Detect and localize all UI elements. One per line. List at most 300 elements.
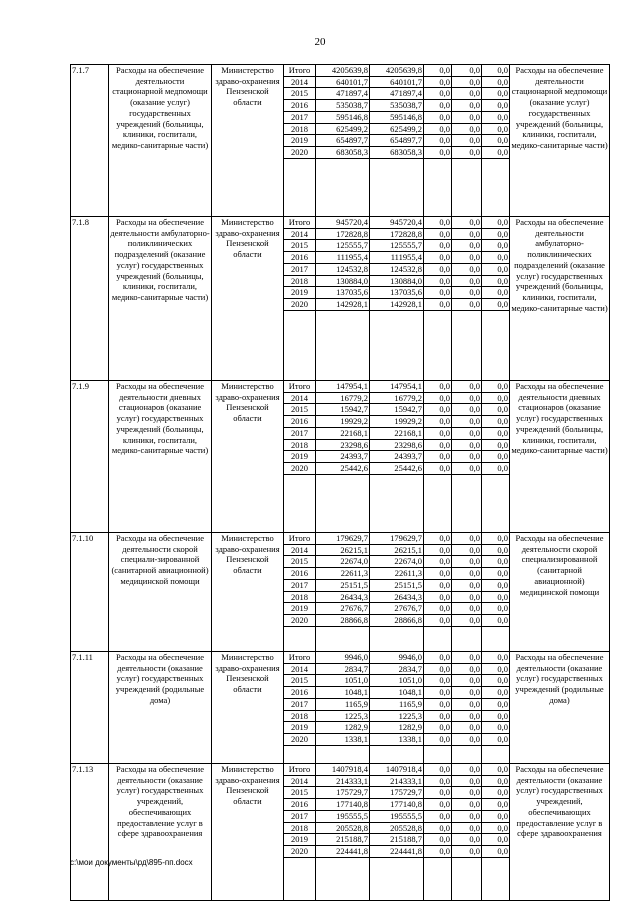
local-cell: 0,0 (452, 556, 482, 568)
row-executor: Министерство здраво-охранения Пензенской области (212, 764, 284, 901)
total-cell: 125555,7 (316, 240, 370, 252)
total-cell: 25151,5 (316, 579, 370, 591)
regional-cell: 130884,0 (370, 275, 424, 287)
other-cell: 0,0 (482, 451, 510, 463)
regional-cell: 22674,0 (370, 556, 424, 568)
year-cell: 2014 (284, 775, 316, 787)
other-cell: 0,0 (482, 287, 510, 299)
local-cell: 0,0 (452, 240, 482, 252)
regional-cell: 172828,8 (370, 228, 424, 240)
local-cell: 0,0 (452, 462, 482, 474)
total-cell: 137035,6 (316, 287, 370, 299)
year-cell: 2016 (284, 416, 316, 428)
other-cell: 0,0 (482, 834, 510, 846)
total-cell: 23298,6 (316, 439, 370, 451)
other-cell: 0,0 (482, 392, 510, 404)
local-cell: 0,0 (452, 263, 482, 275)
federal-cell: 0,0 (424, 65, 452, 77)
regional-cell: 224441,8 (370, 846, 424, 858)
regional-cell: 137035,6 (370, 287, 424, 299)
other-cell: 0,0 (482, 544, 510, 556)
other-cell: 0,0 (482, 810, 510, 822)
local-cell: 0,0 (452, 416, 482, 428)
row-executor: Министерство здраво-охранения Пензенской области (212, 65, 284, 217)
local-cell: 0,0 (452, 603, 482, 615)
total-cell: 111955,4 (316, 252, 370, 264)
regional-cell: 25151,5 (370, 579, 424, 591)
year-cell: 2018 (284, 123, 316, 135)
regional-cell: 22168,1 (370, 427, 424, 439)
total-cell: 26434,3 (316, 591, 370, 603)
row-executor: Министерство здраво-охранения Пензенской области (212, 533, 284, 652)
year-cell: 2017 (284, 698, 316, 710)
year-cell: 2014 (284, 392, 316, 404)
year-cell: 2020 (284, 462, 316, 474)
federal-cell: 0,0 (424, 710, 452, 722)
federal-cell: 0,0 (424, 834, 452, 846)
local-cell: 0,0 (452, 533, 482, 545)
other-cell: 0,0 (482, 722, 510, 734)
row-note: Расходы на обеспечение деятельности дневных стационаров (оказание услуг) государственных учреждений (больницы, клиники, госпитали, медико-санитарные части) (510, 381, 610, 533)
local-cell: 0,0 (452, 764, 482, 776)
federal-cell: 0,0 (424, 217, 452, 229)
regional-cell: 111955,4 (370, 252, 424, 264)
local-cell: 0,0 (452, 698, 482, 710)
federal-cell: 0,0 (424, 698, 452, 710)
regional-cell: 640101,7 (370, 76, 424, 88)
federal-cell: 0,0 (424, 439, 452, 451)
other-cell: 0,0 (482, 556, 510, 568)
other-cell: 0,0 (482, 76, 510, 88)
other-cell: 0,0 (482, 298, 510, 310)
regional-cell: 535038,7 (370, 100, 424, 112)
regional-cell: 1407918,4 (370, 764, 424, 776)
local-cell: 0,0 (452, 298, 482, 310)
total-cell: 595146,8 (316, 111, 370, 123)
local-cell: 0,0 (452, 834, 482, 846)
federal-cell: 0,0 (424, 404, 452, 416)
budget-table (70, 64, 610, 901)
federal-cell: 0,0 (424, 462, 452, 474)
federal-cell: 0,0 (424, 822, 452, 834)
federal-cell: 0,0 (424, 263, 452, 275)
regional-cell: 654897,7 (370, 135, 424, 147)
federal-cell: 0,0 (424, 603, 452, 615)
local-cell: 0,0 (452, 123, 482, 135)
federal-cell: 0,0 (424, 775, 452, 787)
total-cell: 22611,3 (316, 568, 370, 580)
local-cell: 0,0 (452, 287, 482, 299)
local-cell: 0,0 (452, 135, 482, 147)
total-cell: 4205639,8 (316, 65, 370, 77)
total-cell: 1338,1 (316, 733, 370, 745)
local-cell: 0,0 (452, 439, 482, 451)
year-cell: 2015 (284, 556, 316, 568)
year-cell: 2014 (284, 228, 316, 240)
federal-cell: 0,0 (424, 722, 452, 734)
federal-cell: 0,0 (424, 675, 452, 687)
federal-cell: 0,0 (424, 228, 452, 240)
local-cell: 0,0 (452, 451, 482, 463)
year-cell: Итого (284, 217, 316, 229)
regional-cell: 142928,1 (370, 298, 424, 310)
regional-cell: 25442,6 (370, 462, 424, 474)
year-cell: Итого (284, 65, 316, 77)
federal-cell: 0,0 (424, 579, 452, 591)
year-cell: 2019 (284, 722, 316, 734)
other-cell: 0,0 (482, 462, 510, 474)
regional-cell: 24393,7 (370, 451, 424, 463)
regional-cell: 1165,9 (370, 698, 424, 710)
year-cell: Итого (284, 764, 316, 776)
regional-cell: 26434,3 (370, 591, 424, 603)
regional-cell: 1051,0 (370, 675, 424, 687)
federal-cell: 0,0 (424, 392, 452, 404)
total-cell: 130884,0 (316, 275, 370, 287)
local-cell: 0,0 (452, 427, 482, 439)
other-cell: 0,0 (482, 252, 510, 264)
total-cell: 179629,7 (316, 533, 370, 545)
regional-cell: 215188,7 (370, 834, 424, 846)
other-cell: 0,0 (482, 381, 510, 393)
year-cell: 2019 (284, 834, 316, 846)
row-name: Расходы на обеспечение деятельности дневных стационаров (оказание услуг) государственных учреждений (больницы, клиники, госпитали, медико-санитарные части) (109, 381, 212, 533)
other-cell: 0,0 (482, 675, 510, 687)
total-cell: 625499,2 (316, 123, 370, 135)
row-code: 7.1.9 (71, 381, 109, 533)
federal-cell: 0,0 (424, 810, 452, 822)
row-name: Расходы на обеспечение деятельности стационарной медпомощи (оказание услуг) государственных учреждений (больницы, клиники, госпитали, медико-санитарные части) (109, 65, 212, 217)
row-name: Расходы на обеспечение деятельности скорой специали-зированной (санитарной авиационной) медицинской помощи (109, 533, 212, 652)
year-cell: 2017 (284, 111, 316, 123)
total-cell: 2834,7 (316, 663, 370, 675)
total-cell: 654897,7 (316, 135, 370, 147)
footer-file-path: c:\мои документы\рд\895-пп.docx (70, 858, 193, 867)
other-cell: 0,0 (482, 568, 510, 580)
local-cell: 0,0 (452, 614, 482, 626)
total-cell: 124532,8 (316, 263, 370, 275)
local-cell: 0,0 (452, 799, 482, 811)
federal-cell: 0,0 (424, 76, 452, 88)
other-cell: 0,0 (482, 822, 510, 834)
year-cell: 2016 (284, 568, 316, 580)
total-cell: 27676,7 (316, 603, 370, 615)
regional-cell: 625499,2 (370, 123, 424, 135)
row-note: Расходы на обеспечение деятельности амбулаторно-поликлинических подразделений (оказание услуг) государственных учреждений (больницы, клиники, госпитали, медико-санитарные части) (510, 217, 610, 381)
federal-cell: 0,0 (424, 135, 452, 147)
federal-cell: 0,0 (424, 544, 452, 556)
federal-cell: 0,0 (424, 88, 452, 100)
year-cell: 2014 (284, 544, 316, 556)
local-cell: 0,0 (452, 722, 482, 734)
federal-cell: 0,0 (424, 533, 452, 545)
total-cell: 26215,1 (316, 544, 370, 556)
federal-cell: 0,0 (424, 568, 452, 580)
total-cell: 142928,1 (316, 298, 370, 310)
total-cell: 1165,9 (316, 698, 370, 710)
other-cell: 0,0 (482, 710, 510, 722)
federal-cell: 0,0 (424, 146, 452, 158)
year-cell: 2016 (284, 687, 316, 699)
year-cell: 2016 (284, 252, 316, 264)
year-cell: 2015 (284, 404, 316, 416)
local-cell: 0,0 (452, 404, 482, 416)
local-cell: 0,0 (452, 591, 482, 603)
year-cell: 2020 (284, 846, 316, 858)
program-row-total (71, 381, 610, 393)
regional-cell: 945720,4 (370, 217, 424, 229)
total-cell: 640101,7 (316, 76, 370, 88)
total-cell: 224441,8 (316, 846, 370, 858)
local-cell: 0,0 (452, 252, 482, 264)
regional-cell: 195555,5 (370, 810, 424, 822)
regional-cell: 2834,7 (370, 663, 424, 675)
row-executor: Министерство здраво-охранения Пензенской области (212, 652, 284, 764)
row-name: Расходы на обеспечение деятельности (оказание услуг) государственных учреждений (родильные дома) (109, 652, 212, 764)
year-cell: 2014 (284, 663, 316, 675)
page-number: 20 (314, 36, 326, 48)
year-cell: 2015 (284, 675, 316, 687)
other-cell: 0,0 (482, 603, 510, 615)
other-cell: 0,0 (482, 275, 510, 287)
year-cell: 2016 (284, 799, 316, 811)
other-cell: 0,0 (482, 579, 510, 591)
other-cell: 0,0 (482, 135, 510, 147)
year-cell: 2018 (284, 710, 316, 722)
other-cell: 0,0 (482, 123, 510, 135)
other-cell: 0,0 (482, 591, 510, 603)
program-row-total (71, 764, 610, 776)
year-cell: 2014 (284, 76, 316, 88)
local-cell: 0,0 (452, 228, 482, 240)
total-cell: 1407918,4 (316, 764, 370, 776)
local-cell: 0,0 (452, 687, 482, 699)
regional-cell: 26215,1 (370, 544, 424, 556)
federal-cell: 0,0 (424, 687, 452, 699)
regional-cell: 683058,3 (370, 146, 424, 158)
total-cell: 1051,0 (316, 675, 370, 687)
year-cell: 2019 (284, 287, 316, 299)
regional-cell: 27676,7 (370, 603, 424, 615)
regional-cell: 9946,0 (370, 652, 424, 664)
local-cell: 0,0 (452, 65, 482, 77)
other-cell: 0,0 (482, 65, 510, 77)
federal-cell: 0,0 (424, 287, 452, 299)
row-code: 7.1.7 (71, 65, 109, 217)
total-cell: 1048,1 (316, 687, 370, 699)
other-cell: 0,0 (482, 652, 510, 664)
other-cell: 0,0 (482, 100, 510, 112)
federal-cell: 0,0 (424, 240, 452, 252)
local-cell: 0,0 (452, 76, 482, 88)
total-cell: 15942,7 (316, 404, 370, 416)
row-note: Расходы на обеспечение деятельности (оказание услуг) государственных учреждений, обеспечивающих предоставление услуг в сфере здравоохранения (510, 764, 610, 901)
row-note: Расходы на обеспечение деятельности стационарной медпомощи (оказание услуг) государственных учреждений (больницы, клиники, госпитали, медико-санитарные части) (510, 65, 610, 217)
year-cell: 2019 (284, 451, 316, 463)
other-cell: 0,0 (482, 439, 510, 451)
local-cell: 0,0 (452, 392, 482, 404)
other-cell: 0,0 (482, 533, 510, 545)
program-row-total (71, 533, 610, 545)
regional-cell: 19929,2 (370, 416, 424, 428)
federal-cell: 0,0 (424, 556, 452, 568)
federal-cell: 0,0 (424, 799, 452, 811)
total-cell: 22674,0 (316, 556, 370, 568)
total-cell: 214333,1 (316, 775, 370, 787)
federal-cell: 0,0 (424, 252, 452, 264)
regional-cell: 177140,8 (370, 799, 424, 811)
local-cell: 0,0 (452, 710, 482, 722)
total-cell: 1225,3 (316, 710, 370, 722)
year-cell: 2020 (284, 146, 316, 158)
local-cell: 0,0 (452, 568, 482, 580)
federal-cell: 0,0 (424, 652, 452, 664)
federal-cell: 0,0 (424, 764, 452, 776)
local-cell: 0,0 (452, 733, 482, 745)
federal-cell: 0,0 (424, 111, 452, 123)
regional-cell: 175729,7 (370, 787, 424, 799)
year-cell: 2015 (284, 787, 316, 799)
year-cell: Итого (284, 652, 316, 664)
local-cell: 0,0 (452, 381, 482, 393)
program-row-total (71, 65, 610, 77)
row-executor: Министерство здраво-охранения Пензенской области (212, 217, 284, 381)
federal-cell: 0,0 (424, 100, 452, 112)
federal-cell: 0,0 (424, 298, 452, 310)
table-body (71, 65, 610, 901)
local-cell: 0,0 (452, 675, 482, 687)
year-cell: 2017 (284, 810, 316, 822)
local-cell: 0,0 (452, 810, 482, 822)
regional-cell: 179629,7 (370, 533, 424, 545)
other-cell: 0,0 (482, 614, 510, 626)
year-cell: 2019 (284, 603, 316, 615)
total-cell: 22168,1 (316, 427, 370, 439)
local-cell: 0,0 (452, 88, 482, 100)
other-cell: 0,0 (482, 88, 510, 100)
local-cell: 0,0 (452, 579, 482, 591)
other-cell: 0,0 (482, 733, 510, 745)
federal-cell: 0,0 (424, 614, 452, 626)
total-cell: 16779,2 (316, 392, 370, 404)
local-cell: 0,0 (452, 846, 482, 858)
row-code: 7.1.8 (71, 217, 109, 381)
federal-cell: 0,0 (424, 123, 452, 135)
year-cell: 2017 (284, 263, 316, 275)
year-cell: 2018 (284, 591, 316, 603)
regional-cell: 23298,6 (370, 439, 424, 451)
federal-cell: 0,0 (424, 591, 452, 603)
federal-cell: 0,0 (424, 381, 452, 393)
federal-cell: 0,0 (424, 416, 452, 428)
local-cell: 0,0 (452, 775, 482, 787)
local-cell: 0,0 (452, 822, 482, 834)
row-executor: Министерство здраво-охранения Пензенской области (212, 381, 284, 533)
other-cell: 0,0 (482, 846, 510, 858)
total-cell: 205528,8 (316, 822, 370, 834)
regional-cell: 124532,8 (370, 263, 424, 275)
other-cell: 0,0 (482, 698, 510, 710)
federal-cell: 0,0 (424, 427, 452, 439)
total-cell: 24393,7 (316, 451, 370, 463)
year-cell: 2020 (284, 733, 316, 745)
other-cell: 0,0 (482, 775, 510, 787)
regional-cell: 595146,8 (370, 111, 424, 123)
total-cell: 945720,4 (316, 217, 370, 229)
row-name: Расходы на обеспечение деятельности (оказание услуг) государственных учреждений, обеспечивающих предоставление услуг в сфере здравоохранения (109, 764, 212, 901)
other-cell: 0,0 (482, 799, 510, 811)
federal-cell: 0,0 (424, 451, 452, 463)
other-cell: 0,0 (482, 663, 510, 675)
row-code: 7.1.10 (71, 533, 109, 652)
row-name: Расходы на обеспечение деятельности амбулаторно-поликлинических подразделений (оказание услуг) государственных учреждений (больницы, клиники, госпитали, медико-санитарные части) (109, 217, 212, 381)
regional-cell: 1048,1 (370, 687, 424, 699)
other-cell: 0,0 (482, 263, 510, 275)
year-cell: 2019 (284, 135, 316, 147)
year-cell: 2017 (284, 427, 316, 439)
other-cell: 0,0 (482, 416, 510, 428)
total-cell: 147954,1 (316, 381, 370, 393)
federal-cell: 0,0 (424, 846, 452, 858)
regional-cell: 1282,9 (370, 722, 424, 734)
other-cell: 0,0 (482, 217, 510, 229)
year-cell: 2015 (284, 88, 316, 100)
other-cell: 0,0 (482, 764, 510, 776)
regional-cell: 22611,3 (370, 568, 424, 580)
local-cell: 0,0 (452, 652, 482, 664)
total-cell: 172828,8 (316, 228, 370, 240)
year-cell: 2018 (284, 822, 316, 834)
total-cell: 19929,2 (316, 416, 370, 428)
local-cell: 0,0 (452, 787, 482, 799)
regional-cell: 4205639,8 (370, 65, 424, 77)
other-cell: 0,0 (482, 787, 510, 799)
row-code: 7.1.13 (71, 764, 109, 901)
local-cell: 0,0 (452, 217, 482, 229)
federal-cell: 0,0 (424, 275, 452, 287)
regional-cell: 16779,2 (370, 392, 424, 404)
regional-cell: 214333,1 (370, 775, 424, 787)
year-cell: 2016 (284, 100, 316, 112)
total-cell: 28866,8 (316, 614, 370, 626)
year-cell: 2020 (284, 614, 316, 626)
other-cell: 0,0 (482, 146, 510, 158)
federal-cell: 0,0 (424, 733, 452, 745)
regional-cell: 28866,8 (370, 614, 424, 626)
total-cell: 471897,4 (316, 88, 370, 100)
federal-cell: 0,0 (424, 787, 452, 799)
total-cell: 683058,3 (316, 146, 370, 158)
local-cell: 0,0 (452, 100, 482, 112)
program-row-total (71, 217, 610, 229)
regional-cell: 1338,1 (370, 733, 424, 745)
local-cell: 0,0 (452, 544, 482, 556)
regional-cell: 15942,7 (370, 404, 424, 416)
regional-cell: 205528,8 (370, 822, 424, 834)
total-cell: 195555,5 (316, 810, 370, 822)
year-cell: Итого (284, 533, 316, 545)
regional-cell: 471897,4 (370, 88, 424, 100)
local-cell: 0,0 (452, 146, 482, 158)
year-cell: Итого (284, 381, 316, 393)
row-code: 7.1.11 (71, 652, 109, 764)
regional-cell: 125555,7 (370, 240, 424, 252)
other-cell: 0,0 (482, 228, 510, 240)
regional-cell: 147954,1 (370, 381, 424, 393)
other-cell: 0,0 (482, 687, 510, 699)
total-cell: 9946,0 (316, 652, 370, 664)
year-cell: 2020 (284, 298, 316, 310)
